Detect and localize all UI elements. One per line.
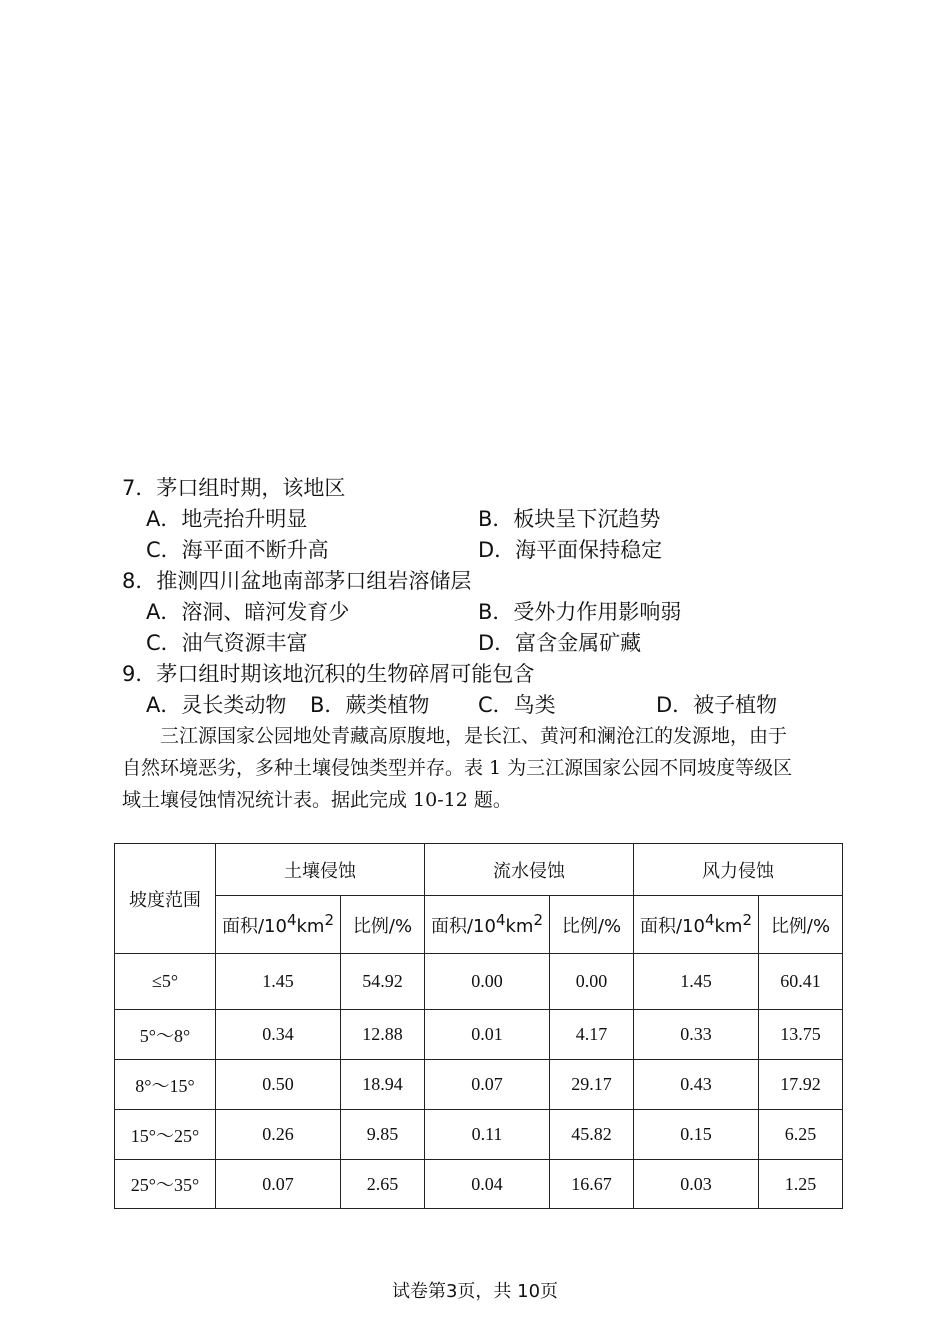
table-row <box>115 1110 843 1160</box>
value-cell: 0.43 <box>634 1060 759 1110</box>
slope-cell: 25°～35° <box>115 1160 216 1209</box>
area-header: 面积$/10^4km^2$ <box>216 896 341 954</box>
slope-cell: 5°～8° <box>115 1010 216 1060</box>
passage-line-3: 域土壤侵蚀情况统计表。据此完成 10-12 题。 <box>122 789 512 811</box>
question-8-option-d: D．富含金属矿藏 <box>478 631 642 655</box>
ratio-header: 比例/% <box>550 896 634 954</box>
slope-cell: 15°～25° <box>115 1110 216 1160</box>
passage-line-2: 自然环境恶劣，多种土壤侵蚀类型并存。表 1 为三江源国家公园不同坡度等级区 <box>122 757 793 779</box>
value-cell: 0.26 <box>216 1110 341 1160</box>
question-9-option-d: D．被子植物 <box>656 693 778 717</box>
value-cell: 54.92 <box>341 954 425 1010</box>
value-cell: 17.92 <box>759 1060 843 1110</box>
value-cell: 0.04 <box>425 1160 550 1209</box>
ratio-header: 比例/% <box>759 896 843 954</box>
question-7-option-a: A．地壳抬升明显 <box>146 507 308 531</box>
passage <box>122 720 842 816</box>
value-cell: 0.07 <box>425 1060 550 1110</box>
question-8-option-b: B．受外力作用影响弱 <box>478 600 682 624</box>
value-cell: 0.03 <box>634 1160 759 1209</box>
table-row <box>115 1010 843 1060</box>
value-cell: 0.07 <box>216 1160 341 1209</box>
ratio-header: 比例/% <box>341 896 425 954</box>
question-7-option-c: C．海平面不断升高 <box>146 538 329 562</box>
area-header: 面积$/10^4km^2$ <box>634 896 759 954</box>
value-cell: 9.85 <box>341 1110 425 1160</box>
passage-line-1: 三江源国家公园地处青藏高原腹地，是长江、黄河和澜沧江的发源地，由于 <box>160 725 788 747</box>
table-header-row <box>115 844 843 896</box>
erosion-table <box>114 843 843 1209</box>
area-header: 面积$/10^4km^2$ <box>425 896 550 954</box>
question-7-option-b: B．板块呈下沉趋势 <box>478 507 661 531</box>
slope-header: 坡度范围 <box>115 844 216 954</box>
group-header-water: 流水侵蚀 <box>425 844 634 896</box>
page-footer: 试卷第3页，共 10页 <box>391 1281 559 1302</box>
value-cell: 29.17 <box>550 1060 634 1110</box>
table-row <box>115 1160 843 1209</box>
value-cell: 16.67 <box>550 1160 634 1209</box>
question-9-option-a: A．灵长类动物 <box>146 693 287 717</box>
value-cell: 1.25 <box>759 1160 843 1209</box>
value-cell: 0.11 <box>425 1110 550 1160</box>
value-cell: 0.01 <box>425 1010 550 1060</box>
value-cell: 4.17 <box>550 1010 634 1060</box>
value-cell: 6.25 <box>759 1110 843 1160</box>
value-cell: 0.15 <box>634 1110 759 1160</box>
value-cell: 18.94 <box>341 1060 425 1110</box>
table-subheader-row <box>115 896 843 954</box>
question-8-stem: 8．推测四川盆地南部茅口组岩溶储层 <box>122 569 472 593</box>
group-header-soil: 土壤侵蚀 <box>216 844 425 896</box>
value-cell: 45.82 <box>550 1110 634 1160</box>
table-row <box>115 1060 843 1110</box>
value-cell: 1.45 <box>634 954 759 1010</box>
value-cell: 0.33 <box>634 1010 759 1060</box>
question-8-option-a: A．溶洞、暗河发育少 <box>146 600 350 624</box>
question-9-option-c: C．鸟类 <box>478 693 556 717</box>
question-9-option-b: B．蕨类植物 <box>310 693 430 717</box>
value-cell: 12.88 <box>341 1010 425 1060</box>
question-9-stem: 9．茅口组时期该地沉积的生物碎屑可能包含 <box>122 662 535 686</box>
table-row <box>115 954 843 1010</box>
question-8-option-c: C．油气资源丰富 <box>146 631 308 655</box>
question-7-stem: 7．茅口组时期，该地区 <box>122 476 346 500</box>
value-cell: 2.65 <box>341 1160 425 1209</box>
value-cell: 0.00 <box>550 954 634 1010</box>
value-cell: 0.00 <box>425 954 550 1010</box>
value-cell: 0.34 <box>216 1010 341 1060</box>
question-7-option-d: D．海平面保持稳定 <box>478 538 663 562</box>
value-cell: 1.45 <box>216 954 341 1010</box>
value-cell: 13.75 <box>759 1010 843 1060</box>
value-cell: 60.41 <box>759 954 843 1010</box>
group-header-wind: 风力侵蚀 <box>634 844 843 896</box>
slope-cell: 8°～15° <box>115 1060 216 1110</box>
value-cell: 0.50 <box>216 1060 341 1110</box>
slope-cell: ≤5° <box>115 954 216 1010</box>
